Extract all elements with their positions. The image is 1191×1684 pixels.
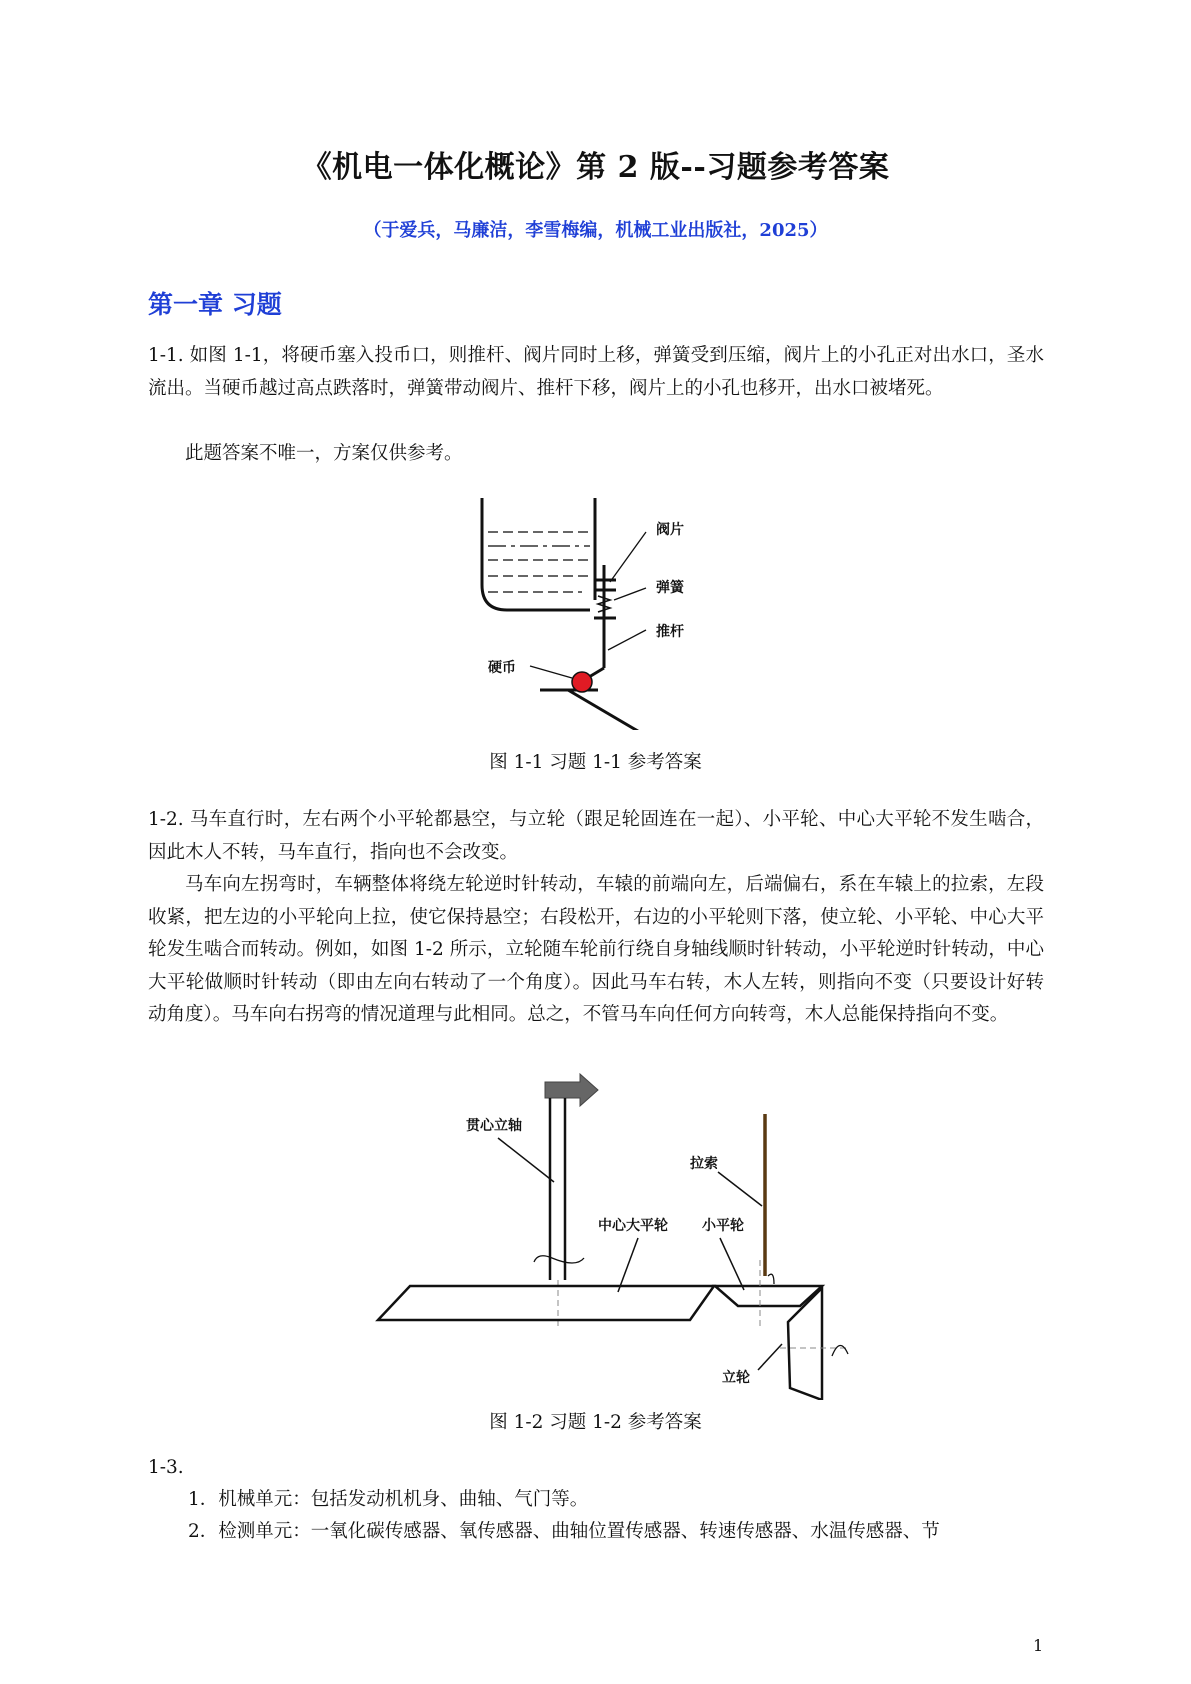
chapter-heading: 第一章 习题	[148, 290, 282, 319]
rotation-arrow-icon	[832, 1345, 848, 1356]
rotation-arrow-icon	[534, 1256, 584, 1263]
figure-1-1	[470, 490, 710, 734]
figure-1-2	[370, 1070, 850, 1404]
rotation-arrow-icon	[768, 1274, 774, 1284]
leader-shaft	[498, 1138, 554, 1182]
tank-outline	[482, 498, 590, 610]
coin-icon	[572, 672, 592, 692]
central-big-wheel	[378, 1286, 714, 1320]
leader-coin	[530, 666, 572, 678]
leader-big-wheel	[618, 1238, 638, 1292]
answer-1-3-heading: 1-3.	[148, 1457, 184, 1478]
document-title: 《机电一体化概论》第 2 版--习题参考答案	[301, 150, 890, 185]
label-valve: 阀片	[656, 522, 684, 538]
figure-1-2-caption: 图 1-2 习题 1-2 参考答案	[489, 1412, 702, 1433]
leader-spring	[614, 588, 646, 600]
page-number: 1	[1033, 1636, 1044, 1655]
coin-ramp	[568, 690, 648, 730]
label-vertical-wheel: 立轮	[722, 1370, 750, 1386]
label-coin: 硬币	[488, 660, 516, 676]
document-subtitle: （于爱兵，马廉洁，李雪梅编，机械工业出版社，2025）	[363, 220, 828, 241]
direction-arrow-icon	[545, 1074, 598, 1106]
answer-1-1-note: 此题答案不唯一，方案仅供参考。	[185, 443, 463, 464]
leader-valve	[610, 532, 646, 582]
answer-1-1-paragraph: 1-1. 如图 1-1，将硬币塞入投币口，则推杆、阀片同时上移，弹簧受到压缩，阀片上的小孔正对出水口，圣水流出。当硬币越过高点跌落时，弹簧带动阀片、推杆下移，阀片上的小孔也移开，出水口被堵死。	[148, 345, 1044, 399]
leader-small-wheel	[720, 1238, 744, 1290]
leader-rod	[608, 630, 646, 650]
figure-1-2-drawing	[370, 1070, 850, 1400]
figure-1-1-drawing	[470, 490, 710, 730]
label-shaft: 贯心立轴	[466, 1118, 522, 1134]
label-small-wheel: 小平轮	[702, 1218, 744, 1234]
list-item: 1．机械单元：包括发动机机身、曲轴、气门等。	[188, 1489, 589, 1510]
label-big-wheel: 中心大平轮	[598, 1218, 668, 1234]
answer-1-2-paragraph: 1-2. 马车直行时，左右两个小平轮都悬空，与立轮（跟足轮固连在一起）、小平轮、中心大平轮不发生啮合，因此木人不转，马车直行，指向也不会改变。	[148, 809, 1044, 863]
leader-vertical-wheel	[758, 1344, 782, 1370]
list-item: 2．检测单元：一氧化碳传感器、氧传感器、曲轴位置传感器、转速传感器、水温传感器、节	[188, 1521, 940, 1542]
label-spring: 弹簧	[656, 580, 684, 596]
leader-rope	[718, 1172, 762, 1206]
answer-1-2-explanation: 马车向左拐弯时，车辆整体将绕左轮逆时针转动，车辕的前端向左，后端偏右，系在车辕上的拉索，左段收紧，把左边的小平轮向上拉，使它保持悬空；右段松开，右边的小平轮则下落，使立轮、小平轮、中心大平轮发生啮合而转动。例如，如图 1-2 所示，立轮随车轮前行绕自身轴线顺时针转动，小平轮逆时针转动，中心大平轮做顺时针转动（即由左向右转动了一个角度）。因此马车右转，木人左转，则指向不变（只要设计好转动角度）。马车向右拐弯的情况道理与此相同。总之，不管马车向任何方向转弯，木人总能保持指向不变。	[148, 874, 1044, 1025]
label-rope: 拉索	[690, 1156, 718, 1172]
label-rod: 推杆	[656, 624, 684, 640]
figure-1-1-caption: 图 1-1 习题 1-1 参考答案	[489, 752, 702, 773]
